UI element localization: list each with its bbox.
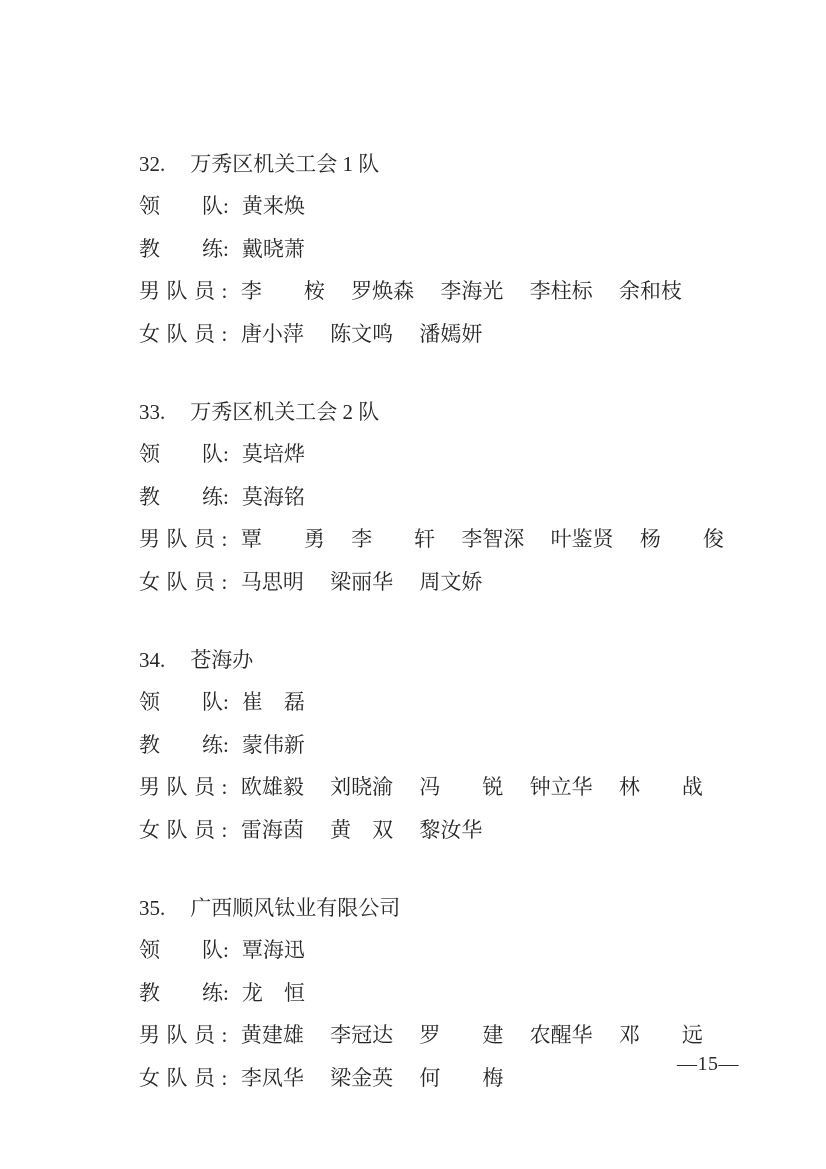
coach-name: 莫海铭 [241,484,305,509]
team-title [97,100,786,176]
male-players-label: 男队员: [139,1023,234,1048]
leader-name: 覃海迅 [241,938,305,963]
leader-label: 领 队: [139,938,229,963]
team-name: 万秀区机关工会 2 队 [190,399,380,424]
leader-name: 黄来焕 [241,194,305,219]
leader-label: 领 队: [139,194,229,219]
female-players-names: 李凤华 梁金英 何 梅 [240,1065,504,1090]
team-number: 35. [139,895,166,920]
team-name: 万秀区机关工会 1 队 [190,151,380,176]
team-entry-33 [97,348,786,594]
team-number: 33. [139,399,166,424]
leader-label: 领 队: [139,690,229,715]
team-number: 32. [139,151,166,176]
team-name: 苍海办 [190,647,254,672]
coach-label: 教 练: [139,484,229,509]
coach-name: 蒙伟新 [241,732,305,757]
female-players-label: 女队员: [139,569,234,594]
coach-name: 戴晓萧 [241,236,305,261]
team-number: 34. [139,647,166,672]
coach-label: 教 练: [139,732,229,757]
male-players-names: 李 桉 罗焕森 李海光 李柱标 余和枝 [240,279,682,304]
coach-label: 教 练: [139,236,229,261]
male-players-label: 男队员: [139,775,234,800]
male-players-label: 男队员: [139,279,234,304]
male-players-names: 欧雄毅 刘晓渝 冯 锐 钟立华 林 战 [240,775,703,800]
female-players-label: 女队员: [139,1065,234,1090]
female-players-names: 雷海茵 黄 双 黎汝华 [240,817,483,842]
team-entry-32 [97,100,786,346]
female-players-label: 女队员: [139,817,234,842]
leader-name: 崔 磊 [241,690,305,715]
coach-label: 教 练: [139,980,229,1005]
male-players-names: 覃 勇 李 轩 李智深 叶鉴贤 杨 俊 [240,527,724,552]
female-players-names: 唐小萍 陈文鸣 潘嫣妍 [240,321,483,346]
coach-name: 龙 恒 [241,980,305,1005]
female-players-label: 女队员: [139,321,234,346]
leader-label: 领 队: [139,442,229,467]
team-entry-34 [97,596,786,842]
leader-name: 莫培烨 [241,442,305,467]
male-players-names: 黄建雄 李冠达 罗 建 农醒华 邓 远 [240,1023,703,1048]
team-name: 广西顺风钛业有限公司 [190,895,401,920]
page-number: —15— [677,1053,739,1075]
female-players-names: 马思明 梁丽华 周文娇 [240,569,483,594]
male-players-label: 男队员: [139,527,234,552]
